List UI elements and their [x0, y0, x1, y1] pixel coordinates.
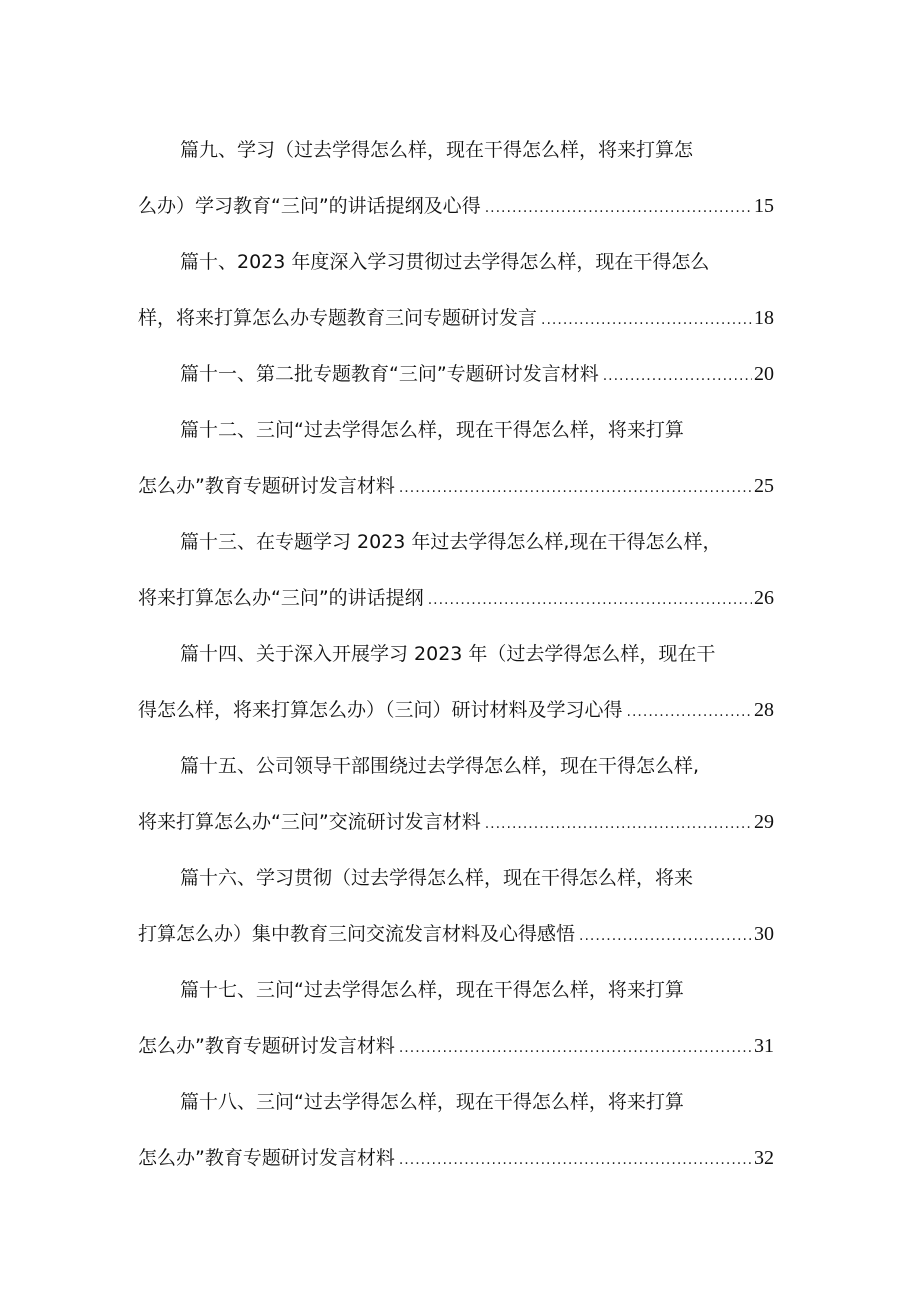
toc-entry-last-line: [138, 1018, 774, 1074]
dot-leader: [399, 1020, 752, 1074]
toc-page-number: 32: [754, 1147, 774, 1169]
toc-page-number: 28: [754, 699, 774, 721]
toc-entry[interactable]: [138, 738, 774, 850]
toc-page-number: 18: [754, 307, 774, 329]
toc-entry-last-line: [138, 178, 774, 234]
dot-leader: [541, 292, 752, 346]
toc-entry-last-line: [138, 682, 774, 738]
dot-leader: [603, 348, 752, 402]
dot-leader: [485, 180, 752, 234]
toc-entry-title-line2: 怎么办”教育专题研讨发言材料: [138, 1035, 395, 1057]
toc-page-number: 15: [754, 195, 774, 217]
dot-leader: [428, 572, 752, 626]
toc-entry[interactable]: [138, 402, 774, 514]
toc-entry-title-line2: 样，将来打算怎么办专题教育三问专题研讨发言: [138, 307, 538, 329]
toc-entry-title-line2: 将来打算怎么办“三问”的讲话提纲: [138, 587, 424, 609]
toc-entry[interactable]: [138, 346, 774, 402]
toc-entry[interactable]: [138, 626, 774, 738]
toc-entry-title-line1: 篇十三、在专题学习 2023 年过去学得怎么样,现在干得怎么样，: [180, 531, 722, 553]
toc-entry-last-line: [138, 794, 774, 850]
toc-entry[interactable]: [138, 122, 774, 234]
toc-entry[interactable]: [138, 514, 774, 626]
toc-entry[interactable]: [138, 234, 774, 346]
dot-leader: [399, 460, 752, 514]
toc-entry-title-line2: 打算怎么办）集中教育三问交流发言材料及心得感悟: [138, 923, 576, 945]
toc-entry-title-line2: 怎么办”教育专题研讨发言材料: [138, 1147, 395, 1169]
toc-entry-title-line2: 篇十一、第二批专题教育“三问”专题研讨发言材料: [180, 363, 599, 385]
toc-page-number: 26: [754, 587, 774, 609]
toc-entry-title-line2: 得怎么样，将来打算怎么办）（三问）研讨材料及学习心得: [138, 699, 623, 721]
table-of-contents: [138, 122, 774, 1186]
dot-leader: [485, 796, 752, 850]
toc-entry-title-line1: 篇十二、三问“过去学得怎么样，现在干得怎么样，将来打算: [180, 419, 684, 441]
toc-entry-last-line: [138, 1130, 774, 1186]
toc-entry[interactable]: [138, 962, 774, 1074]
toc-entry-last-line: [138, 906, 774, 962]
toc-entry-title-line1: 篇十八、三问“过去学得怎么样，现在干得怎么样，将来打算: [180, 1091, 684, 1113]
toc-entry[interactable]: [138, 1074, 774, 1186]
toc-entry-title-line1: 篇十五、公司领导干部围绕过去学得怎么样，现在干得怎么样,: [180, 755, 700, 777]
toc-entry-last-line: [138, 458, 774, 514]
dot-leader: [399, 1132, 752, 1186]
toc-entry-title-line1: 篇十四、关于深入开展学习 2023 年（过去学得怎么样，现在干: [180, 643, 716, 665]
toc-entry-title-line2: 怎么办”教育专题研讨发言材料: [138, 475, 395, 497]
toc-page-number: 30: [754, 923, 774, 945]
toc-entry[interactable]: [138, 850, 774, 962]
toc-entry-title-line2: 么办）学习教育“三问”的讲话提纲及心得: [138, 195, 481, 217]
toc-entry-last-line: [138, 570, 774, 626]
toc-page-number: 31: [754, 1035, 774, 1057]
toc-entry-last-line: [138, 290, 774, 346]
dot-leader: [627, 684, 752, 738]
toc-page-number: 29: [754, 811, 774, 833]
toc-entry-title-line1: 篇十、2023 年度深入学习贯彻过去学得怎么样，现在干得怎么: [180, 251, 710, 273]
toc-entry-title-line1: 篇十六、学习贯彻（过去学得怎么样，现在干得怎么样，将来: [180, 867, 694, 889]
toc-entry-title-line1: 篇九、学习（过去学得怎么样，现在干得怎么样，将来打算怎: [180, 139, 694, 161]
toc-entry-title-line2: 将来打算怎么办“三问”交流研讨发言材料: [138, 811, 481, 833]
toc-entry-last-line: [138, 346, 774, 402]
toc-page-number: 25: [754, 475, 774, 497]
toc-page-number: 20: [754, 363, 774, 385]
dot-leader: [579, 908, 752, 962]
toc-entry-title-line1: 篇十七、三问“过去学得怎么样，现在干得怎么样，将来打算: [180, 979, 684, 1001]
